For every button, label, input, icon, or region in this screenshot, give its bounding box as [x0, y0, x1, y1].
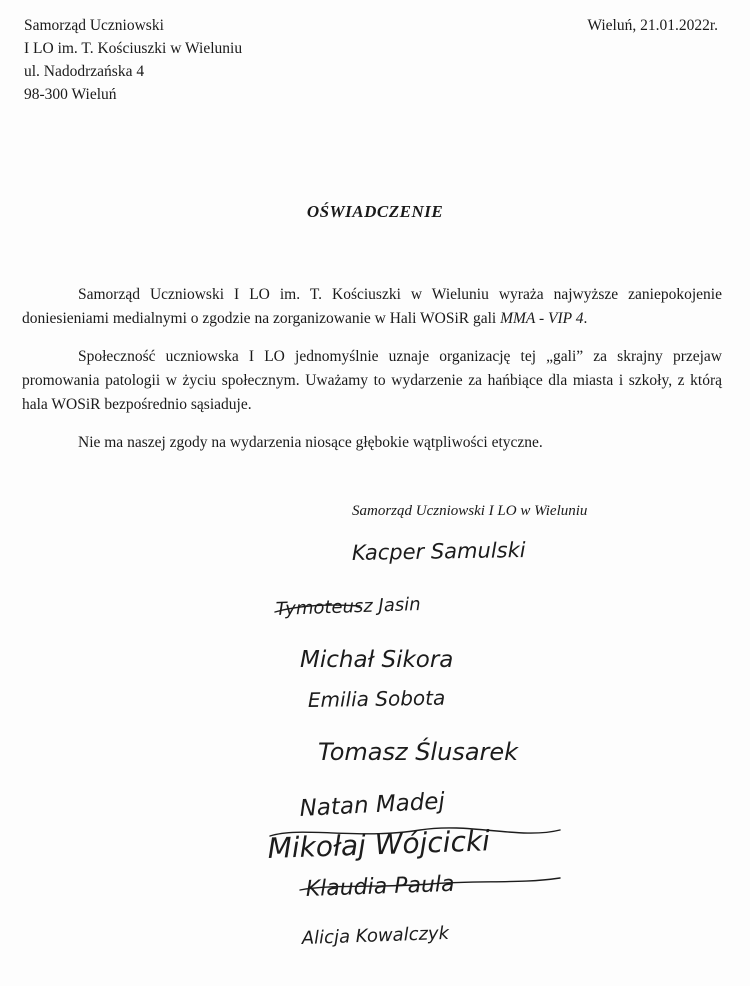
- signature-7: Klaudia Paula: [305, 871, 455, 902]
- sender-line-city: 98-300 Wieluń: [24, 86, 117, 103]
- document-date: Wieluń, 21.01.2022r.: [587, 17, 718, 34]
- sender-line-street: ul. Nadodrzańska 4: [24, 63, 145, 80]
- sender-line-school: I LO im. T. Kościuszki w Wieluniu: [24, 40, 243, 57]
- document-title: OŚWIADCZENIE: [306, 202, 444, 221]
- paragraph-2: Społeczność uczniowska I LO jednomyślnie uznaje organizację tej „gali” za skrajny przejaw promowania patologii w życiu społecznym. Uważamy to wydarzenie za hańbiące dla miasta i szkoły, z którą hala WOSiR bezpośrednio sąsiaduje.: [22, 348, 722, 413]
- signature-5: Natan Madej: [298, 788, 446, 822]
- signature-8: Alicja Kowalczyk: [301, 922, 450, 949]
- event-name: MMA - VIP 4: [500, 310, 584, 327]
- signature-0: Kacper Samulski: [351, 537, 526, 565]
- sender-line-organization: Samorząd Uczniowski: [24, 17, 164, 34]
- signature-1: Tymoteusz Jasin: [275, 593, 421, 620]
- signature-2: Michał Sikora: [300, 647, 454, 673]
- paragraph-3: Nie ma naszej zgody na wydarzenia niosące głębokie wątpliwości etyczne.: [78, 434, 543, 451]
- signature-organization: Samorząd Uczniowski I LO w Wieluniu: [352, 503, 588, 519]
- signature-3: Emilia Sobota: [307, 685, 446, 712]
- signature-6: Mikołaj Wójcicki: [267, 824, 491, 865]
- paragraph-1-text: Samorząd Uczniowski I LO im. T. Kościuszki w Wieluniu wyraża najwyższe zaniepokojenie doniesieniami medialnymi o zgodzie na zorganizowanie w Hali WOSiR gali: [22, 286, 722, 327]
- paragraph-1-end: .: [583, 310, 588, 327]
- signature-4: Tomasz Ślusarek: [318, 738, 519, 766]
